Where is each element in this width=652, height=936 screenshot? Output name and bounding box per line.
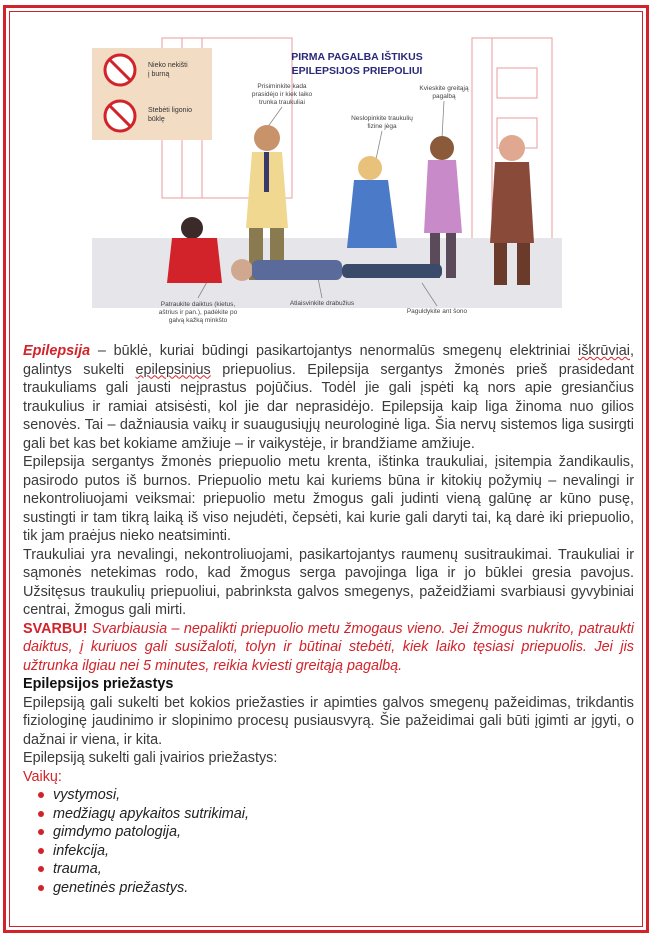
causes-paragraph: Epilepsiją gali sukelti bet kokios priežasties ir apimties galvos smegenų pažeidimas, trikdantis fiziologinę jaudinimo ir slopinimo procesų pusiausvyrą. Šie pažeidimai gali būti įgimti ar įgyti, o dažnai ir viena, ir kita.: [23, 694, 634, 748]
intro-paragraph: [23, 342, 634, 453]
watch-label-2: būklę: [148, 116, 165, 123]
callout-loosen: Atlaisvinkite drabužius: [289, 300, 355, 307]
callout-time-2: prasidėjo ir kiek laiko: [251, 91, 313, 98]
list-item: infekcija,: [37, 842, 634, 861]
list-item: gimdymo patologija,: [37, 823, 634, 842]
illustration-title-2: EPILEPSIJOS PRIEPOLIUI: [291, 65, 423, 77]
seizure-paragraph: Traukuliai yra nevalingi, nekontroliuojami, pasikartojantys raumenų susitraukimai. Traukuliai ir sąmonės netekimas rodo, kad žmogus serga pavojinga liga ir jo būklei gresia pavojus. Užsitęsus traukulių priepuoliui, pabrinksta galvos smegenys, pažeidžiami svarbiausi gyvybiniai centrai, žmogus gali mirti.: [23, 546, 634, 618]
illustration-title: PIRMA PAGALBA IŠTIKUS: [291, 51, 423, 63]
term-epilepsy: Epilepsija: [23, 343, 91, 359]
warning-paragraph: [23, 620, 634, 676]
callout-force-1: Neslopinkite traukulių: [351, 115, 413, 122]
warning-label: SVARBU!: [23, 620, 88, 637]
dont-insert-label: Nieko nekišti: [148, 62, 188, 69]
callout-call-2: pagalbą: [432, 93, 456, 100]
children-label: Vaikų:: [23, 768, 62, 785]
person-helping-icon: [347, 156, 397, 248]
callout-remove-3: galvą kažką minkšto: [168, 317, 228, 324]
dont-insert-label-2: į burną: [148, 71, 170, 78]
callout-time-1: Prisiminkite kada: [257, 83, 307, 90]
callout-call-1: Kvieskite greitąją: [419, 85, 469, 92]
intro-text-c: priepuolius. Epilepsija sergantys žmonės prieš prasidedant traukuliams gali jausti neįprastus pojūčius. Todėl jie gali įspėti ką nors apie gresiančius traukulius ir ramiai atsisėsti, kol jie dar neprasidėjo. Epilepsija kaip liga žinoma nuo gilios senovės. Tai – dažniausia vaikų ir suaugusiųjų neurologinė liga. Šia nervų sistemos liga susirgti gali bet kas bet kokiame amžiuje – ir vaikystėje, ir brandžiame amžiuje.: [23, 361, 634, 452]
callout-remove-2: aštrius ir pan.), padėkite po: [158, 309, 238, 316]
list-item: medžiagų apykaitos sutrikimai,: [37, 805, 634, 824]
intro-text-a: – būklė, kuriai būdingi pasikartojantys nenormalūs smegenų elektriniai: [90, 343, 579, 359]
person-kneeling-icon: [167, 217, 222, 283]
article-body: [23, 342, 634, 897]
causes-heading: Epilepsijos priežastys: [23, 676, 174, 692]
list-item: trauma,: [37, 860, 634, 879]
callout-side: Paguldykite ant šono: [406, 308, 468, 315]
spellcheck-word-2: epilepsinius: [135, 361, 211, 378]
watch-label: Stebėti ligonio: [148, 107, 192, 114]
causes-list: [37, 786, 634, 897]
symptoms-paragraph: Epilepsija sergantys žmonės priepuolio metu krenta, ištinka traukuliai, įsitempia žandikaulis, pasirodo putos iš burnos. Priepuolio metu kai kuriems būna ir kitokių požymių – nevalingi ir nekontroliuojami veiksmai: priepuolio metu žmogus gali judinti vieną galūnę ar kūno pusę, sustingti ir tam tikrą laiką iš viso nejudėti, čepsėti, kai kurie gali daryti tai, ką darė iki priepuolio, tik jam praėjus nieko neatsiminti.: [23, 454, 634, 544]
first-aid-illustration: [92, 28, 562, 330]
warning-signs-panel: [92, 48, 212, 140]
list-item: vystymosi,: [37, 786, 634, 805]
spellcheck-word-1: iškrūviai: [578, 343, 630, 359]
callout-force-2: fizine jėga: [367, 123, 397, 130]
intro-text-b: , galintys sukelti: [23, 343, 634, 378]
callout-remove-1: Patraukite daiktus (kietus,: [160, 301, 236, 308]
callout-time-3: trunka traukuliai: [259, 99, 305, 106]
warning-text: Svarbiausia – nepalikti priepuolio metu žmogaus vieno. Jei žmogus nukrito, patraukti daiktus, į kuriuos gali susižaloti, tolyn ir būtinai stebėti, kiek laiko tęsiasi priepuolis. Jei jis užtrunka ilgiau nei 5 minutes, reikia kviesti greitąją pagalbą.: [23, 620, 634, 674]
causes-intro: Epilepsiją sukelti gali įvairios priežastys:: [23, 750, 278, 766]
list-item: genetinės priežastys.: [37, 879, 634, 898]
